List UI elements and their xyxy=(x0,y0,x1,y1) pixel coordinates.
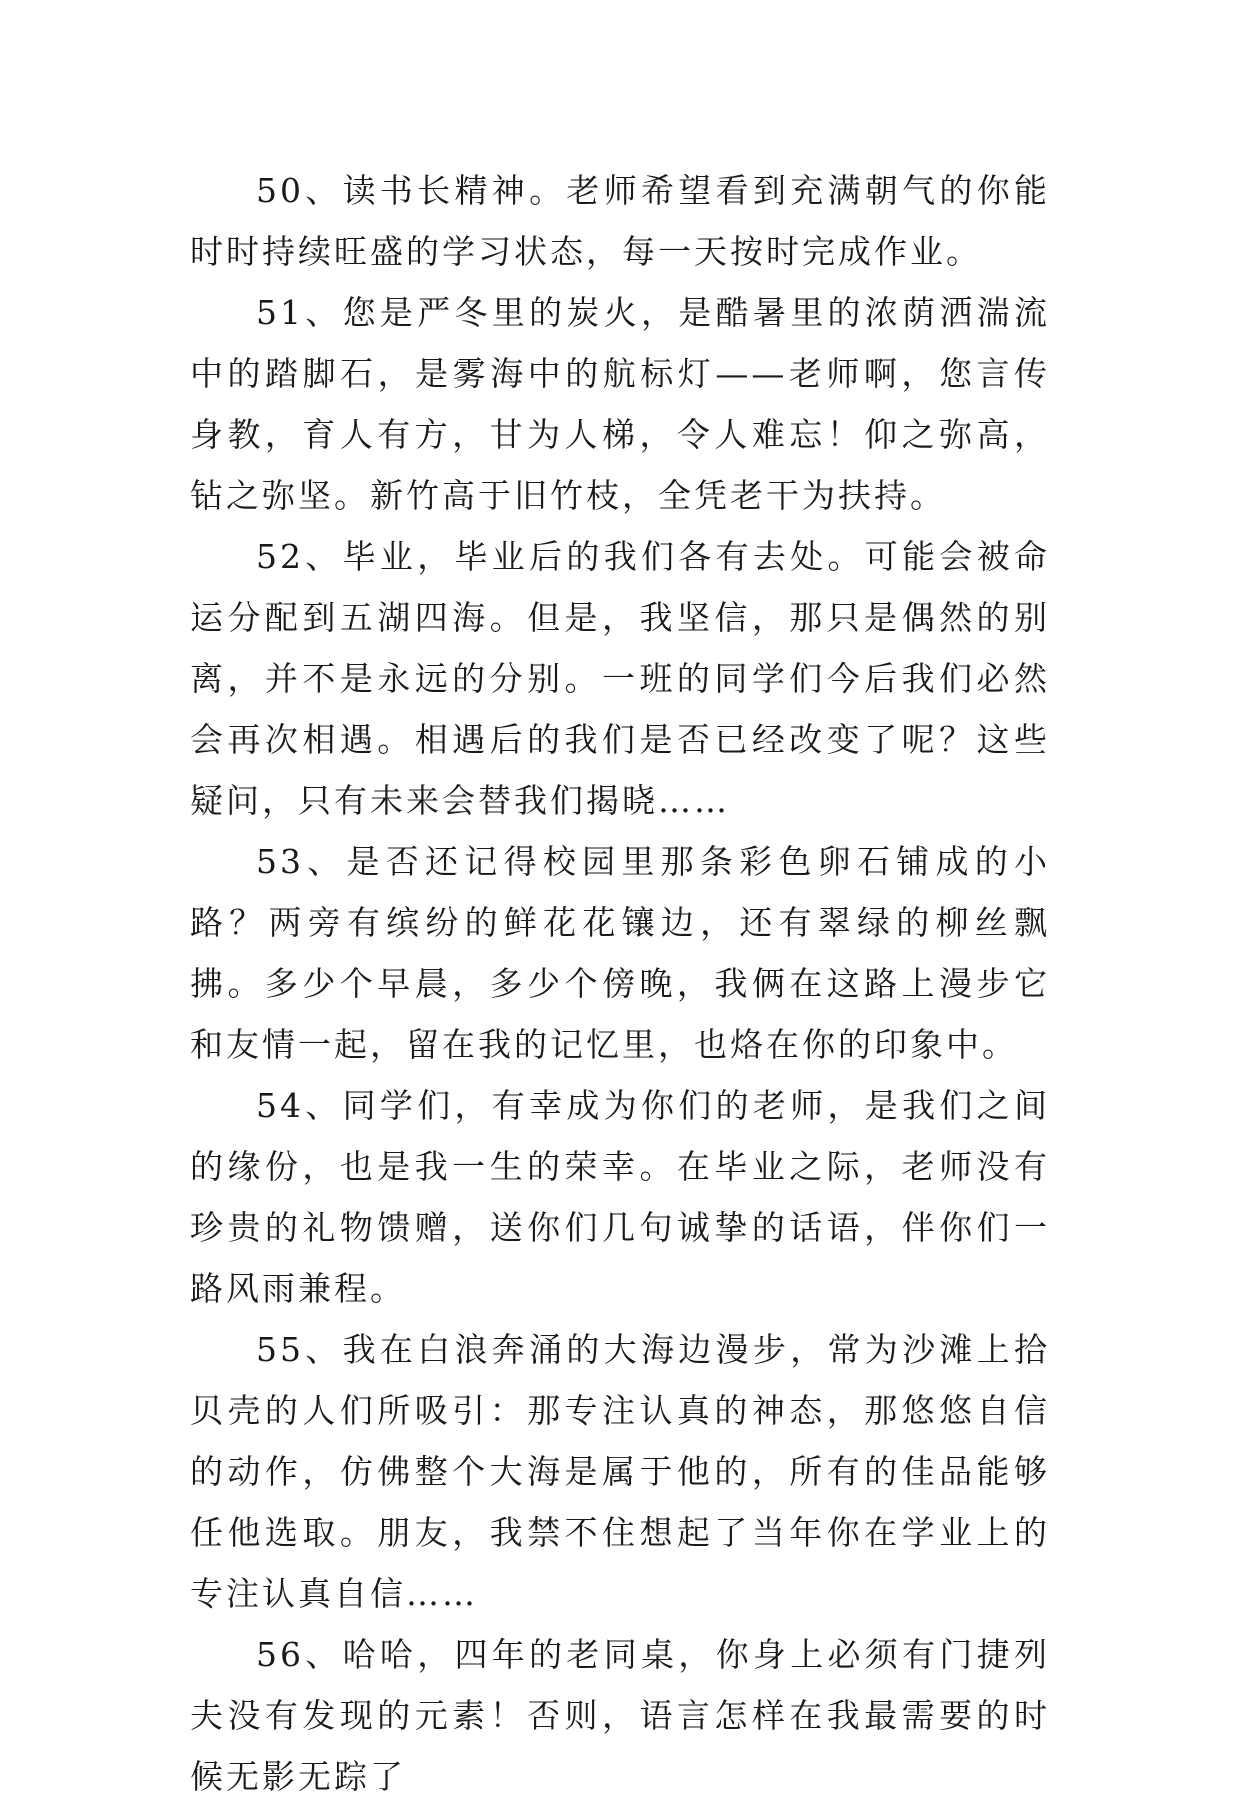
paragraph-55: 55、我在白浪奔涌的大海边漫步，常为沙滩上拾贝壳的人们所吸引：那专注认真的神态，那悠悠自信的动作，仿佛整个大海是属于他的，所有的佳品能够任他选取。朋友，我禁不住想起了当年你在学业上的专注认真自信…… xyxy=(190,1330,1050,1613)
paragraph-56: 56、哈哈，四年的老同桌，你身上必须有门捷列夫没有发现的元素！否则，语言怎样在我最需要的时候无影无踪了 xyxy=(190,1635,1050,1796)
paragraph-50: 50、读书长精神。老师希望看到充满朝气的你能时时持续旺盛的学习状态，每一天按时完成作业。 xyxy=(190,171,1050,271)
paragraph-52: 52、毕业，毕业后的我们各有去处。可能会被命运分配到五湖四海。但是，我坚信，那只是偶然的别离，并不是永远的分别。一班的同学们今后我们必然会再次相遇。相遇后的我们是否已经改变了呢？这些疑问，只有未来会替我们揭晓…… xyxy=(190,537,1050,820)
paragraph-51: 51、您是严冬里的炭火，是酷暑里的浓荫洒湍流中的踏脚石，是雾海中的航标灯——老师啊，您言传身教，育人有方，甘为人梯，令人难忘！仰之弥高，钻之弥坚。新竹高于旧竹枝，全凭老干为扶持。 xyxy=(190,293,1050,515)
document-body xyxy=(190,160,1050,1807)
paragraph-53: 53、是否还记得校园里那条彩色卵石铺成的小路？两旁有缤纷的鲜花花镶边，还有翠绿的柳丝飘拂。多少个早晨，多少个傍晚，我俩在这路上漫步它和友情一起，留在我的记忆里，也烙在你的印象中。 xyxy=(190,842,1050,1064)
paragraph-54: 54、同学们，有幸成为你们的老师，是我们之间的缘份，也是我一生的荣幸。在毕业之际，老师没有珍贵的礼物馈赠，送你们几句诚挚的话语，伴你们一路风雨兼程。 xyxy=(190,1086,1050,1308)
